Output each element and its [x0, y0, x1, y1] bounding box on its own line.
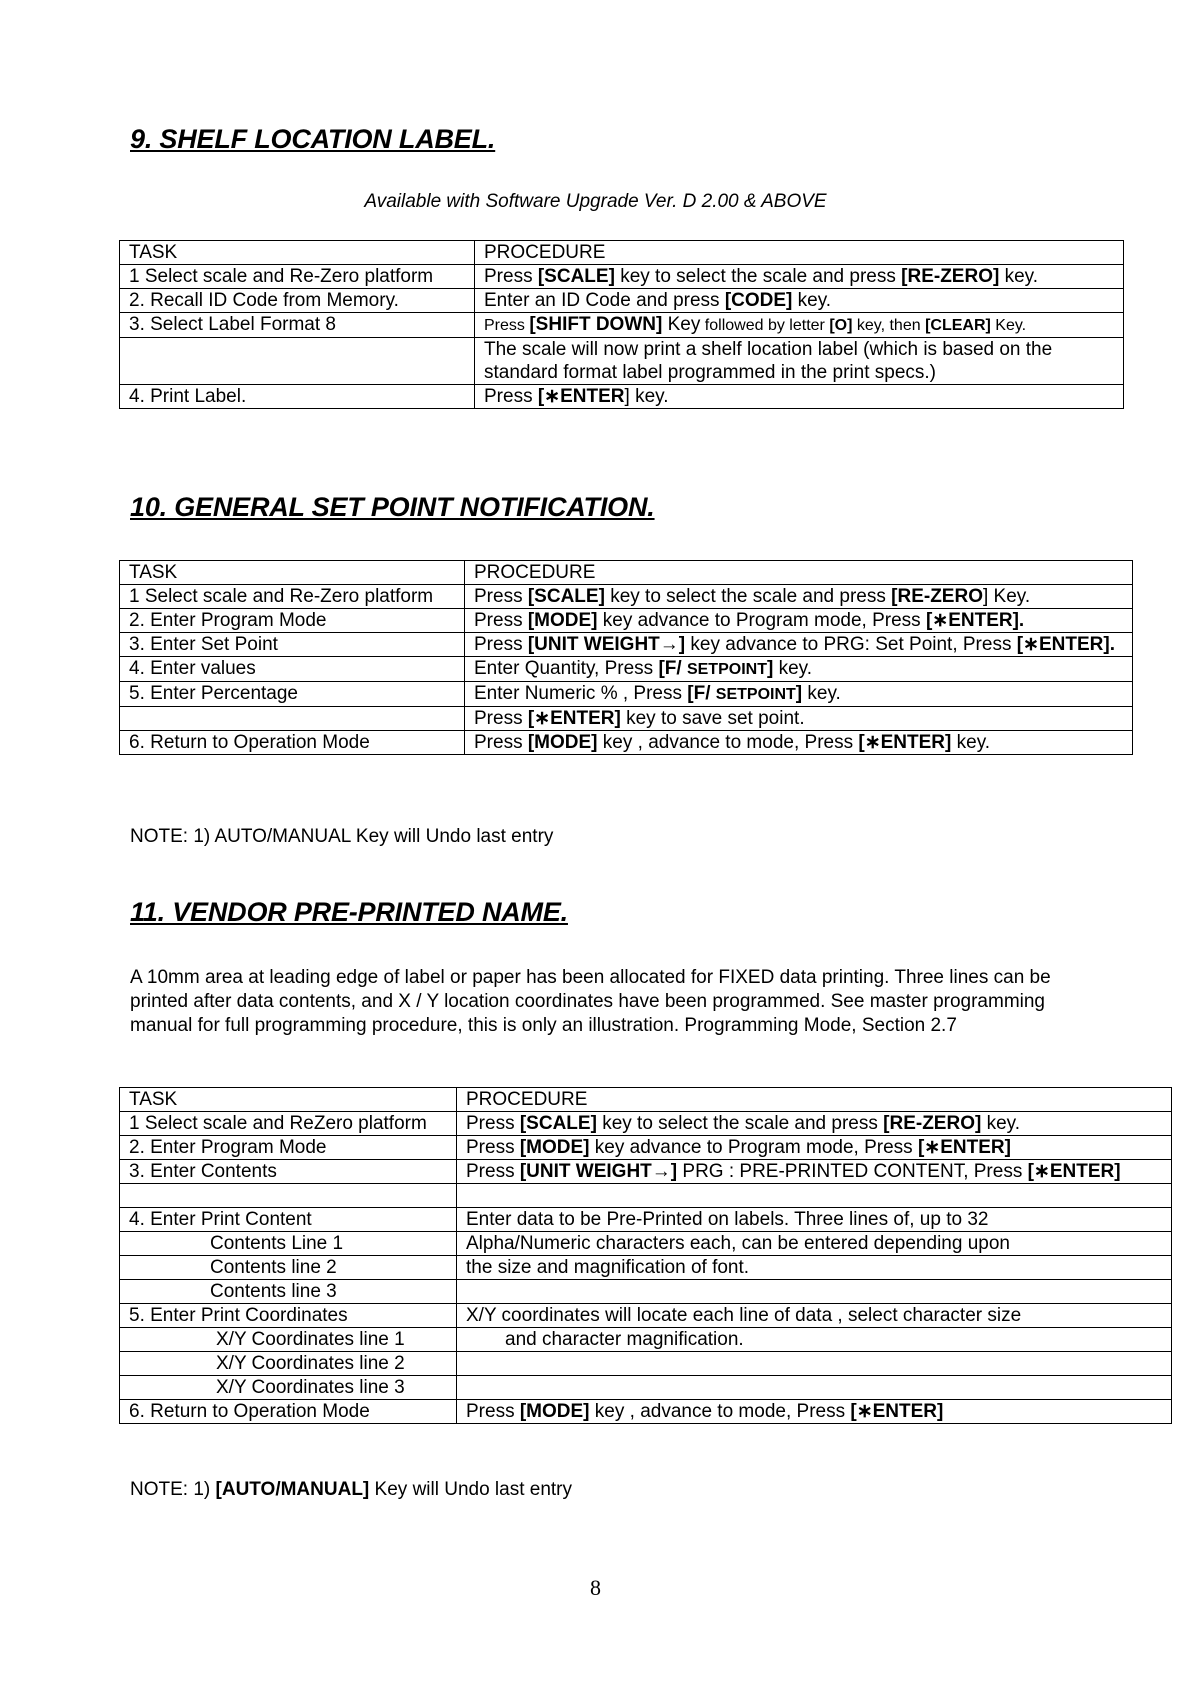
table-row [120, 1112, 1172, 1136]
procedure-cell: Enter Numeric % , Press [F/ SETPOINT] key. [465, 682, 1133, 707]
table-row [120, 241, 1124, 265]
section-10-table [119, 560, 1133, 755]
table-row [120, 657, 1133, 682]
table-row [120, 289, 1124, 313]
table-row [120, 609, 1133, 633]
task-cell: 4. Print Label. [120, 385, 475, 409]
task-cell: 1 Select scale and Re-Zero platform [120, 265, 475, 289]
task-cell: 5. Enter Print Coordinates [120, 1304, 457, 1328]
procedure-cell: Alpha/Numeric characters each, can be entered depending upon [457, 1232, 1172, 1256]
section-10-note: NOTE: 1) AUTO/MANUAL Key will Undo last entry [130, 826, 554, 847]
task-cell [120, 338, 475, 385]
task-cell: X/Y Coordinates line 3 [120, 1376, 457, 1400]
task-cell: 6. Return to Operation Mode [120, 1400, 457, 1424]
table-row [120, 338, 1124, 385]
task-cell: 3. Enter Set Point [120, 633, 465, 657]
table-row [120, 1256, 1172, 1280]
procedure-cell: Enter data to be Pre-Printed on labels. Three lines of, up to 32 [457, 1208, 1172, 1232]
table-row [120, 1376, 1172, 1400]
task-cell: Contents line 3 [120, 1280, 457, 1304]
section-9-subtitle: Available with Software Upgrade Ver. D 2.00 & ABOVE [364, 191, 827, 212]
procedure-cell: X/Y coordinates will locate each line of data , select character size [457, 1304, 1172, 1328]
procedure-cell: The scale will now print a shelf location label (which is based on the standard format label programmed in the print specs.) [475, 338, 1124, 385]
table-row [120, 1280, 1172, 1304]
procedure-cell: Press [SCALE] key to select the scale and press [RE-ZERO] key. [475, 265, 1124, 289]
procedure-header: PROCEDURE [475, 241, 1124, 265]
task-cell: 1 Select scale and Re-Zero platform [120, 585, 465, 609]
procedure-cell: Press [MODE] key advance to Program mode, Press [∗ENTER]. [465, 609, 1133, 633]
procedure-cell: Press [MODE] key , advance to mode, Press [∗ENTER] [457, 1400, 1172, 1424]
table-row [120, 1232, 1172, 1256]
task-cell: X/Y Coordinates line 2 [120, 1352, 457, 1376]
task-cell: 6. Return to Operation Mode [120, 731, 465, 755]
table-row [120, 1304, 1172, 1328]
table-row [120, 707, 1133, 731]
task-cell: 2. Enter Program Mode [120, 609, 465, 633]
table-row [120, 1160, 1172, 1184]
task-header: TASK [120, 561, 465, 585]
procedure-cell: Press [UNIT WEIGHT→] key advance to PRG: Set Point, Press [∗ENTER]. [465, 633, 1133, 657]
procedure-cell: Enter an ID Code and press [CODE] key. [475, 289, 1124, 313]
section-11-paragraph: A 10mm area at leading edge of label or paper has been allocated for FIXED data printing. Three lines can be printed after data contents, and X / Y location coordinates have been programmed. See master programming manual for full programming procedure, this is only an illustration. Programming Mode, Section 2.7 [130, 967, 1051, 1036]
task-cell: 3. Select Label Format 8 [120, 313, 475, 338]
page-number: 8 [590, 1575, 601, 1600]
table-row [120, 313, 1124, 338]
table-row [120, 682, 1133, 707]
section-11-note: NOTE: 1) [AUTO/MANUAL] Key will Undo last entry [130, 1479, 573, 1500]
procedure-cell: Press [∗ENTER] key. [475, 385, 1124, 409]
table-row [120, 1088, 1172, 1112]
task-cell: X/Y Coordinates line 1 [120, 1328, 457, 1352]
task-cell: 2. Enter Program Mode [120, 1136, 457, 1160]
procedure-header: PROCEDURE [457, 1088, 1172, 1112]
table-row [120, 731, 1133, 755]
procedure-cell: the size and magnification of font. [457, 1256, 1172, 1280]
procedure-cell: Press [SCALE] key to select the scale and press [RE-ZERO] key. [457, 1112, 1172, 1136]
task-cell: 2. Recall ID Code from Memory. [120, 289, 475, 313]
procedure-cell: Press [UNIT WEIGHT→] PRG : PRE-PRINTED CONTENT, Press [∗ENTER] [457, 1160, 1172, 1184]
table-row [120, 1208, 1172, 1232]
section-11-heading: 11. VENDOR PRE-PRINTED NAME. [130, 897, 568, 927]
procedure-cell [457, 1184, 1172, 1208]
procedure-cell: Press [∗ENTER] key to save set point. [465, 707, 1133, 731]
task-cell: 5. Enter Percentage [120, 682, 465, 707]
section-9-heading: 9. SHELF LOCATION LABEL. [130, 124, 496, 154]
section-11-table [119, 1087, 1172, 1424]
task-cell: Contents line 2 [120, 1256, 457, 1280]
procedure-cell: Press [MODE] key , advance to mode, Press [∗ENTER] key. [465, 731, 1133, 755]
procedure-cell [457, 1376, 1172, 1400]
procedure-cell [457, 1352, 1172, 1376]
table-row [120, 585, 1133, 609]
task-cell: 3. Enter Contents [120, 1160, 457, 1184]
procedure-header: PROCEDURE [465, 561, 1133, 585]
procedure-cell: Press [MODE] key advance to Program mode, Press [∗ENTER] [457, 1136, 1172, 1160]
table-row [120, 1136, 1172, 1160]
procedure-cell: Press [SHIFT DOWN] Key followed by letter [O] key, then [CLEAR] Key. [475, 313, 1124, 338]
table-row [120, 1352, 1172, 1376]
procedure-cell: and character magnification. [457, 1328, 1172, 1352]
section-10-heading: 10. GENERAL SET POINT NOTIFICATION. [130, 492, 655, 522]
task-cell: 1 Select scale and ReZero platform [120, 1112, 457, 1136]
task-header: TASK [120, 241, 475, 265]
table-row [120, 561, 1133, 585]
table-row [120, 1400, 1172, 1424]
task-cell: Contents Line 1 [120, 1232, 457, 1256]
section-9-table [119, 240, 1124, 409]
table-row [120, 385, 1124, 409]
table-row [120, 265, 1124, 289]
task-cell: 4. Enter Print Content [120, 1208, 457, 1232]
table-row [120, 633, 1133, 657]
procedure-cell [457, 1280, 1172, 1304]
table-row [120, 1184, 1172, 1208]
task-cell [120, 707, 465, 731]
task-header: TASK [120, 1088, 457, 1112]
table-row [120, 1328, 1172, 1352]
procedure-cell: Press [SCALE] key to select the scale and press [RE-ZERO] Key. [465, 585, 1133, 609]
procedure-cell: Enter Quantity, Press [F/ SETPOINT] key. [465, 657, 1133, 682]
task-cell: 4. Enter values [120, 657, 465, 682]
task-cell [120, 1184, 457, 1208]
